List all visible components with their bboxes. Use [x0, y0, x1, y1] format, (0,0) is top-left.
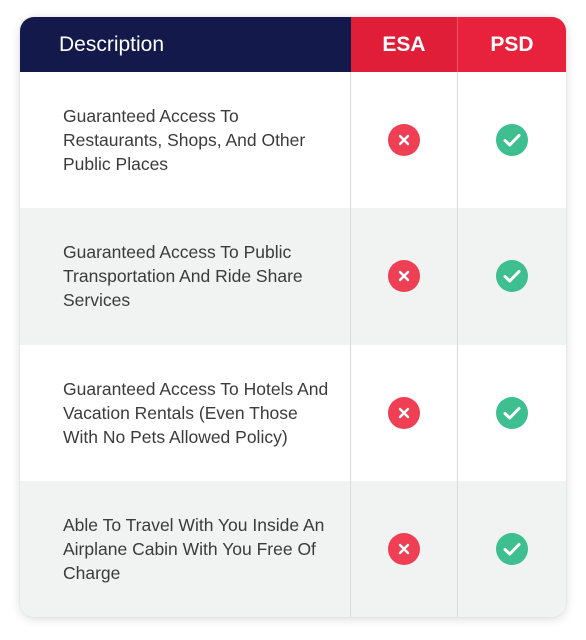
- comparison-table: [20, 17, 566, 617]
- x-circle-icon: [388, 260, 420, 292]
- psd-cell: [458, 208, 566, 344]
- esa-cell: [351, 345, 458, 481]
- esa-cell: [351, 208, 458, 344]
- table-row: [20, 481, 566, 617]
- row-description: Guaranteed Access To Hotels And Vacation Rentals (Even Those With No Pets Allowed Policy): [20, 345, 351, 481]
- x-circle-icon: [388, 397, 420, 429]
- esa-cell: [351, 72, 458, 208]
- check-circle-icon: [496, 533, 528, 565]
- row-description: Guaranteed Access To Public Transportation And Ride Share Services: [20, 208, 351, 344]
- row-description: Able To Travel With You Inside An Airplane Cabin With You Free Of Charge: [20, 481, 351, 617]
- psd-cell: [458, 345, 566, 481]
- x-circle-icon: [388, 533, 420, 565]
- row-description: Guaranteed Access To Restaurants, Shops, And Other Public Places: [20, 72, 351, 208]
- table-row: [20, 72, 566, 208]
- psd-cell: [458, 481, 566, 617]
- esa-cell: [351, 481, 458, 617]
- check-circle-icon: [496, 124, 528, 156]
- header-description: Description: [20, 17, 351, 72]
- psd-cell: [458, 72, 566, 208]
- table-header: [20, 17, 566, 72]
- check-circle-icon: [496, 397, 528, 429]
- x-circle-icon: [388, 124, 420, 156]
- header-psd: PSD: [458, 17, 566, 72]
- table-row: [20, 208, 566, 344]
- table-row: [20, 345, 566, 481]
- header-esa: ESA: [351, 17, 458, 72]
- check-circle-icon: [496, 260, 528, 292]
